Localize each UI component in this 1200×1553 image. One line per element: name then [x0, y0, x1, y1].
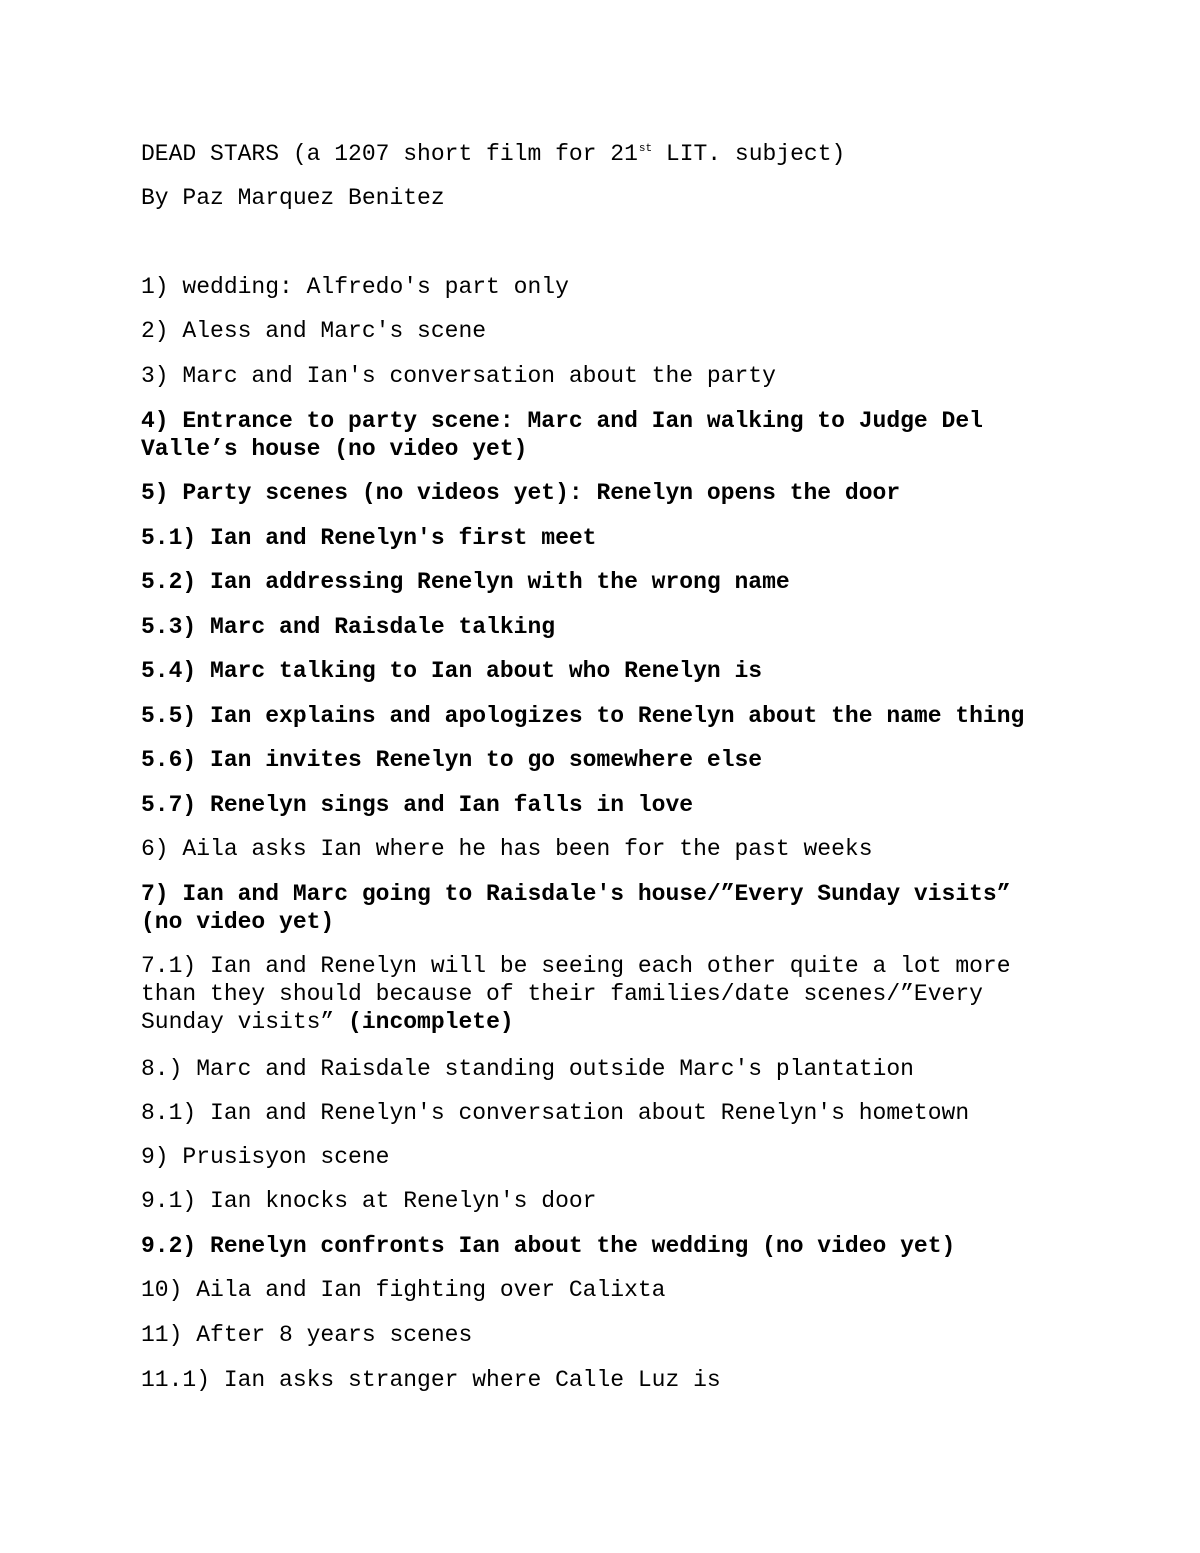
scene-item-no-video: 5.6) Ian invites Renelyn to go somewhere else — [141, 747, 763, 773]
scene-item-no-video: 5.3) Marc and Raisdale talking — [141, 614, 556, 640]
scene-item: 1) wedding: Alfredo's part only — [141, 274, 569, 300]
document-title — [141, 140, 1061, 168]
title-ordinal-suffix: st — [638, 143, 653, 155]
scene-item: 8.1) Ian and Renelyn's conversation about Renelyn's hometown — [141, 1100, 970, 1126]
incomplete-note: (incomplete) — [348, 1009, 514, 1035]
title-text: DEAD STARS (a 1207 short film for 21 — [141, 141, 638, 167]
title-text-end: LIT. subject) — [652, 141, 846, 167]
scene-item: 8.) Marc and Raisdale standing outside Marc's plantation — [141, 1056, 914, 1082]
scene-item: 3) Marc and Ian's conversation about the party — [141, 363, 776, 389]
scene-item-no-video: 9.2) Renelyn confronts Ian about the wedding (no video yet) — [141, 1233, 956, 1259]
scene-item-no-video: 5.2) Ian addressing Renelyn with the wrong name — [141, 569, 790, 595]
scene-item: 9.1) Ian knocks at Renelyn's door — [141, 1188, 597, 1214]
scene-item-no-video: 5) Party scenes (no videos yet): Renelyn opens the door — [141, 480, 901, 506]
scene-item: 9) Prusisyon scene — [141, 1144, 390, 1170]
scene-item-no-video: 5.1) Ian and Renelyn's first meet — [141, 525, 597, 551]
scene-item: 2) Aless and Marc's scene — [141, 318, 487, 344]
scene-item-text: 7.1) Ian and Renelyn will be seeing each other quite a lot more than they should because of their families/date scenes/”Every Sunday visits” — [141, 953, 1025, 1035]
scene-item-no-video: 5.4) Marc talking to Ian about who Renelyn is — [141, 658, 763, 684]
scene-item: 11) After 8 years scenes — [141, 1322, 473, 1348]
scene-item-no-video: 7) Ian and Marc going to Raisdale's house/”Every Sunday visits” (no video yet) — [141, 881, 1025, 935]
scene-item-no-video: 4) Entrance to party scene: Marc and Ian walking to Judge Del Valle’s house (no video yet) — [141, 408, 997, 462]
scene-item-no-video: 5.7) Renelyn sings and Ian falls in love — [141, 792, 694, 818]
scene-item: 11.1) Ian asks stranger where Calle Luz is — [141, 1367, 721, 1393]
scene-item — [141, 952, 1061, 1036]
scene-item-no-video: 5.5) Ian explains and apologizes to Renelyn about the name thing — [141, 703, 1025, 729]
document-byline: By Paz Marquez Benitez — [141, 185, 445, 211]
scene-item: 6) Aila asks Ian where he has been for the past weeks — [141, 836, 873, 862]
scene-item: 10) Aila and Ian fighting over Calixta — [141, 1277, 666, 1303]
